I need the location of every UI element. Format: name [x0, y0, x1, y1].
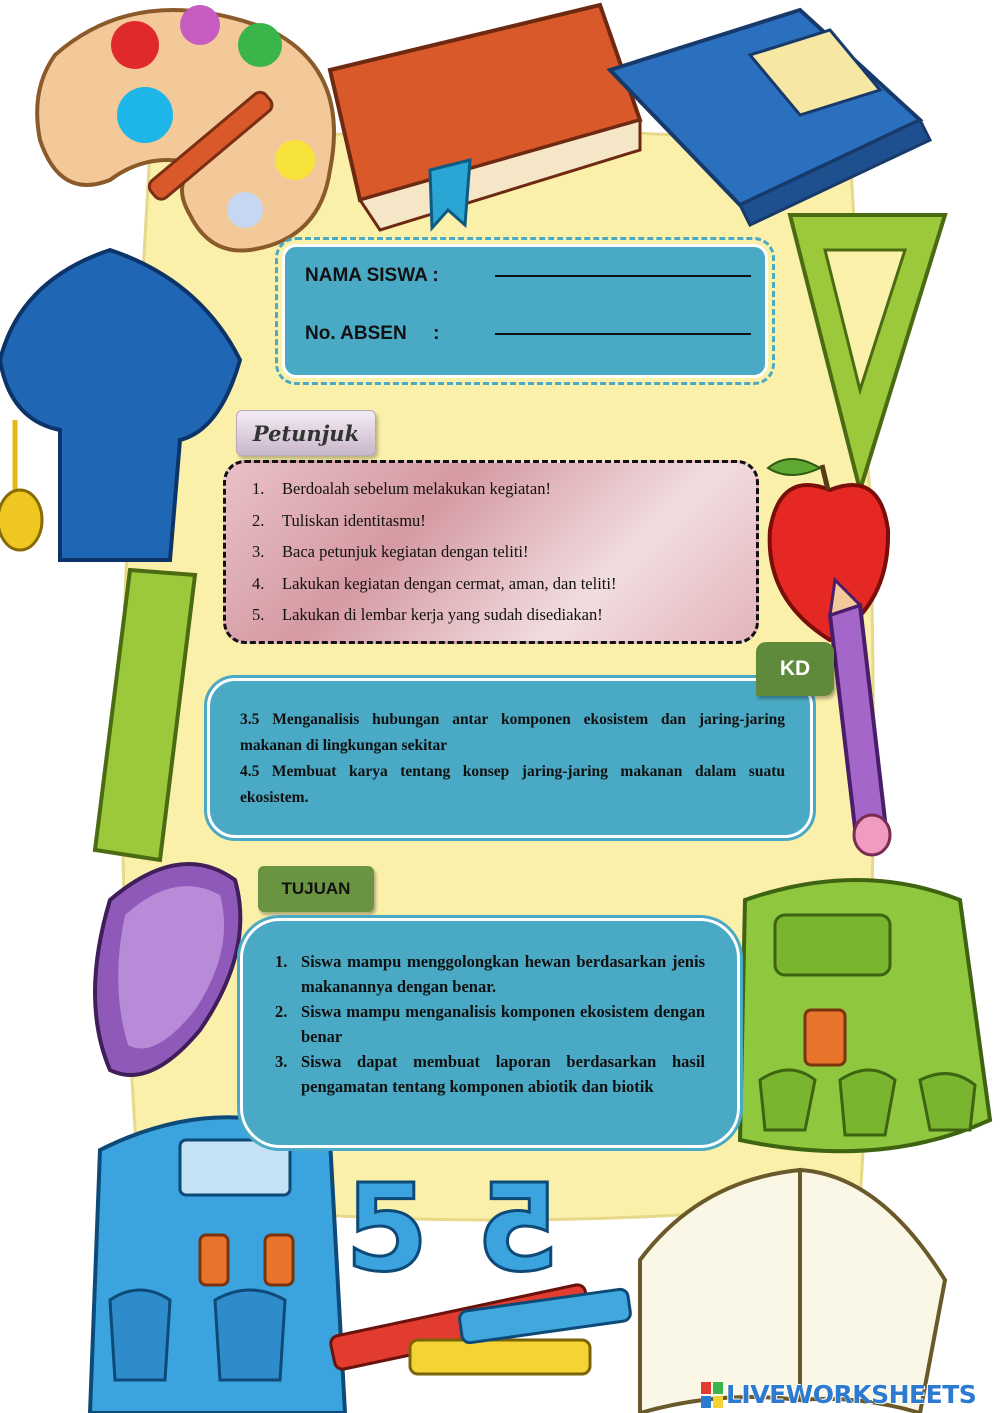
item-number: 2. — [275, 1002, 288, 1021]
item-number: 3. — [252, 542, 265, 561]
green-backpack-icon — [740, 880, 990, 1151]
item-text: Lakukan di lembar kerja yang sudah disediakan! — [282, 605, 603, 624]
petunjuk-title: Petunjuk — [236, 410, 376, 456]
item-text: Siswa mampu menggolongkan hewan berdasarkan jenis makanannya dengan benar. — [301, 952, 705, 996]
tujuan-item — [275, 1049, 705, 1099]
tujuan-item — [275, 949, 705, 999]
item-text: Baca petunjuk kegiatan dengan teliti! — [282, 542, 529, 561]
item-text: Berdoalah sebelum melakukan kegiatan! — [282, 479, 551, 498]
tujuan-title: TUJUAN — [258, 866, 374, 912]
item-number: 1. — [275, 952, 288, 971]
petunjuk-item — [252, 479, 616, 511]
item-text: Lakukan kegiatan dengan cermat, aman, dan teliti! — [282, 573, 617, 593]
tujuan-item — [275, 999, 705, 1049]
item-text: Siswa mampu menganalisis komponen ekosistem dengan benar — [301, 1002, 705, 1046]
petunjuk-item — [252, 574, 616, 606]
decor-number-5-flipped: 5 — [476, 1160, 560, 1299]
petunjuk-box — [223, 460, 759, 644]
liveworksheets-watermark — [700, 1376, 1000, 1413]
kd-title: KD — [756, 642, 834, 696]
item-text: Tuliskan identitasmu! — [282, 510, 426, 530]
name-label: NAMA SISWA : — [305, 265, 439, 286]
decor-number-5: 5 — [345, 1160, 429, 1299]
watermark-text: LIVEWORKSHEETS — [726, 1380, 977, 1409]
item-number: 1. — [252, 479, 265, 498]
item-text: Siswa dapat membuat laporan berdasarkan hasil pengamatan tentang komponen abiotik dan biotik — [301, 1052, 705, 1096]
item-number: 5. — [252, 605, 265, 624]
blue-backpack-icon — [90, 1117, 345, 1413]
liveworksheets-logo-icon — [700, 1380, 726, 1410]
name-input-line[interactable] — [495, 275, 751, 277]
kd-box — [207, 678, 813, 838]
tujuan-box — [240, 918, 740, 1148]
absen-input-line[interactable] — [495, 333, 751, 335]
identity-box — [282, 244, 768, 378]
name-row — [305, 265, 751, 287]
kd-text — [240, 707, 785, 811]
absen-row — [305, 323, 751, 345]
absen-label: No. ABSEN : — [305, 323, 440, 344]
petunjuk-list — [252, 479, 616, 637]
tujuan-list — [275, 949, 705, 1099]
petunjuk-item — [252, 511, 616, 543]
kd-item: 4.5 Membuat karya tentang konsep jaring-jaring makanan dalam suatu ekosistem. — [240, 763, 785, 806]
petunjuk-item — [252, 542, 616, 574]
kd-item: 3.5 Menganalisis hubungan antar komponen ekosistem dan jaring-jaring makanan di lingkungan sekitar — [240, 711, 785, 754]
item-number: 2. — [252, 510, 265, 530]
item-number: 4. — [252, 573, 265, 593]
item-number: 3. — [275, 1052, 288, 1071]
petunjuk-item — [252, 605, 616, 637]
